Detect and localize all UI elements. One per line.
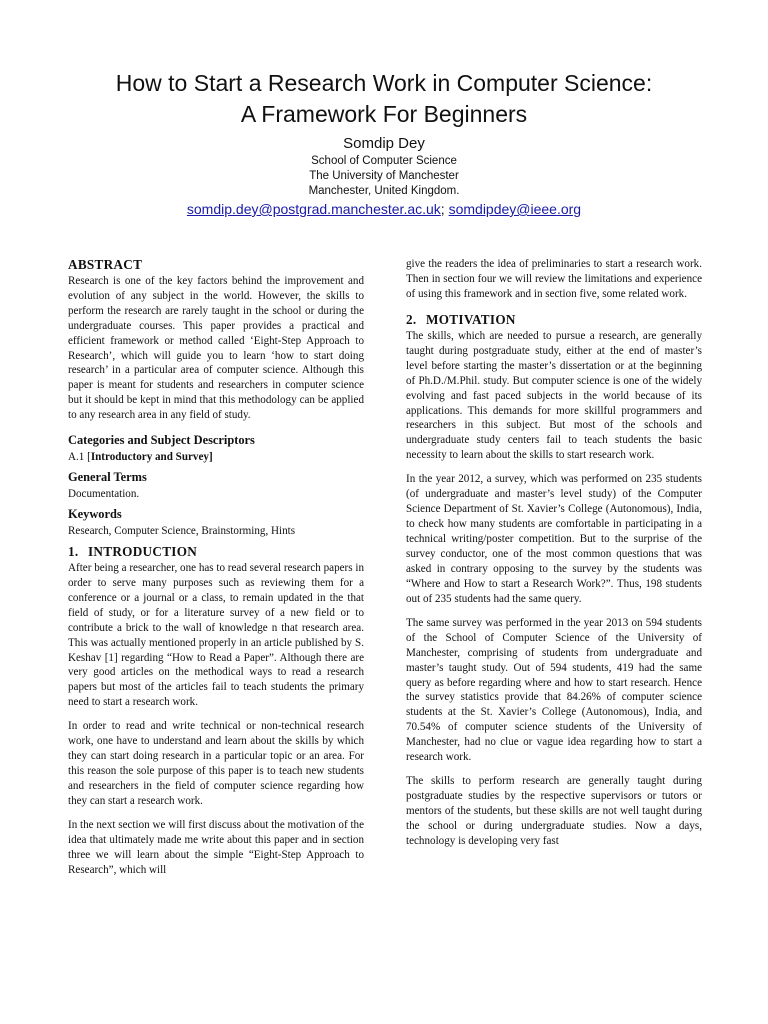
affiliation-line: School of Computer Science xyxy=(311,155,457,167)
abstract-text: Research is one of the key factors behind the improvement and evolution of any subject in the world. However, the skills to perform the research are rarely taught in the school or during the undergraduate courses. This paper provides a practical and efficient framework or method called ‘Eight-Step Approach to Research’, which will guide you to learn ‘how to start doing research’ in a particular area of computer science. Although this paper is meant for students and researchers in computer science but it should be kept in mind that this methodology can be applied to any research area in any field of study. xyxy=(68,275,364,422)
title-line-1: How to Start a Research Work in Computer Science: xyxy=(115,70,653,96)
title-line-2: A Framework For Beginners xyxy=(240,101,528,127)
motivation-paragraph: The skills to perform research are generally taught during postgraduate studies by the respective supervisors or tutors or mentors of the students, but these skills are not well taught during the school or during undergraduate studies. Now a days, technology is developing very fast xyxy=(406,775,702,847)
abstract-heading: ABSTRACT xyxy=(68,257,143,272)
motivation-paragraph: The same survey was performed in the year 2013 on 594 students of the School of Computer Science of the University of Manchester, comprising of students from undergraduate and master’s taught study. Out of 594 students, 419 had the same query as before regarding where and how to start research. Hence the survey statistics provide that 84.26% of computer science students at the St. Xavier’s College (Autonomous), India, and 70.54% of computer science students of the University of Manchester, had no clue or vague idea regarding how to start a research work. xyxy=(406,616,702,764)
email-separator: ; xyxy=(440,201,449,217)
paper-title xyxy=(0,68,768,130)
author-name: Somdip Dey xyxy=(343,135,425,152)
left-column xyxy=(68,256,364,887)
categories-prefix: A.1 [ xyxy=(68,451,91,464)
intro-paragraph: After being a researcher, one has to read several research papers in order to serve many purposes such as reviewing them for a conference or a journal or a class, to remain updated in the that field of study, or for a literature survey of a new field or to contribute a brick to the wall of knowledge n that research area. This was actually mentioned properly in an article published by S. Keshav [1] regarding “How to Read a Paper”. Although there are very good articles on the methodical ways to read a research papers but most of the articles fail to teach students the primary need to start a research work. xyxy=(68,562,364,709)
motivation-heading xyxy=(406,311,702,328)
keywords-heading: Keywords xyxy=(68,507,122,522)
intro-continued-paragraph: give the readers the idea of preliminaries to start a research work. Then in section four we will review the limitations and experience of using this framework and in section five, some related work. xyxy=(406,258,702,300)
affiliation-line: The University of Manchester xyxy=(309,170,459,182)
intro-paragraph: In the next section we will first discuss about the motivation of the idea that ultimately made me write about this paper and in section three we will learn about the simple “Eight-Step Approach to Research”, which will xyxy=(68,819,364,876)
keywords-text: Research, Computer Science, Brainstorming, Hints xyxy=(68,525,296,538)
section-title: MOTIVATION xyxy=(426,312,516,328)
introduction-heading xyxy=(68,543,364,560)
motivation-paragraph: The skills, which are needed to pursue a research, are generally taught during postgraduate study, either at the end of master’s level before starting the master’s dissertation or at the beginning of Ph.D./M.Phil. study. But computer science is one of the widely evolving and fast paced subjects in the world because of its applications. This demands for more skillful programmers and researchers in this subject. But most of the schools and undergraduate study centers fail to teach students the basic necessity to learn about the skills to start research work. xyxy=(406,330,702,462)
affiliation-line: Manchester, United Kingdom. xyxy=(308,185,460,197)
categories-bold: Introductory and Survey] xyxy=(90,451,213,464)
categories-text xyxy=(68,450,364,465)
email-link-ieee[interactable]: somdipdey@ieee.org xyxy=(448,201,582,217)
author-block xyxy=(0,134,768,218)
motivation-paragraph: In the year 2012, a survey, which was performed on 235 students (of undergraduate and master’s level study) of the Computer Science Department of St. Xavier’s College (Autonomous), India, to check how many students are comfortable in participating in a technical writing/poster competition. But to the surprise of the survey conductor, one of the most common questions that was asked in contrary opposing to the survey by the students was “Where and How to start a Research Work?”. Thus, 198 students out of 235 students had the same query. xyxy=(406,473,702,605)
intro-paragraph: In order to read and write technical or non-technical research work, one have to understand and learn about the skills by which they can start doing research in a particular topic or an area. For this reason the sole purpose of this paper is to teach new students and researchers in the field of computer science regarding how they can start a research work. xyxy=(68,720,364,807)
general-terms-text: Documentation. xyxy=(68,488,140,501)
general-terms-heading: General Terms xyxy=(68,470,147,485)
author-emails xyxy=(0,200,768,218)
email-link-manchester[interactable]: somdip.dey@postgrad.manchester.ac.uk xyxy=(186,201,441,217)
section-number: 1. xyxy=(68,544,79,560)
categories-heading: Categories and Subject Descriptors xyxy=(68,433,255,448)
right-column xyxy=(406,257,702,858)
section-title: INTRODUCTION xyxy=(88,544,198,560)
section-number: 2. xyxy=(406,312,417,328)
